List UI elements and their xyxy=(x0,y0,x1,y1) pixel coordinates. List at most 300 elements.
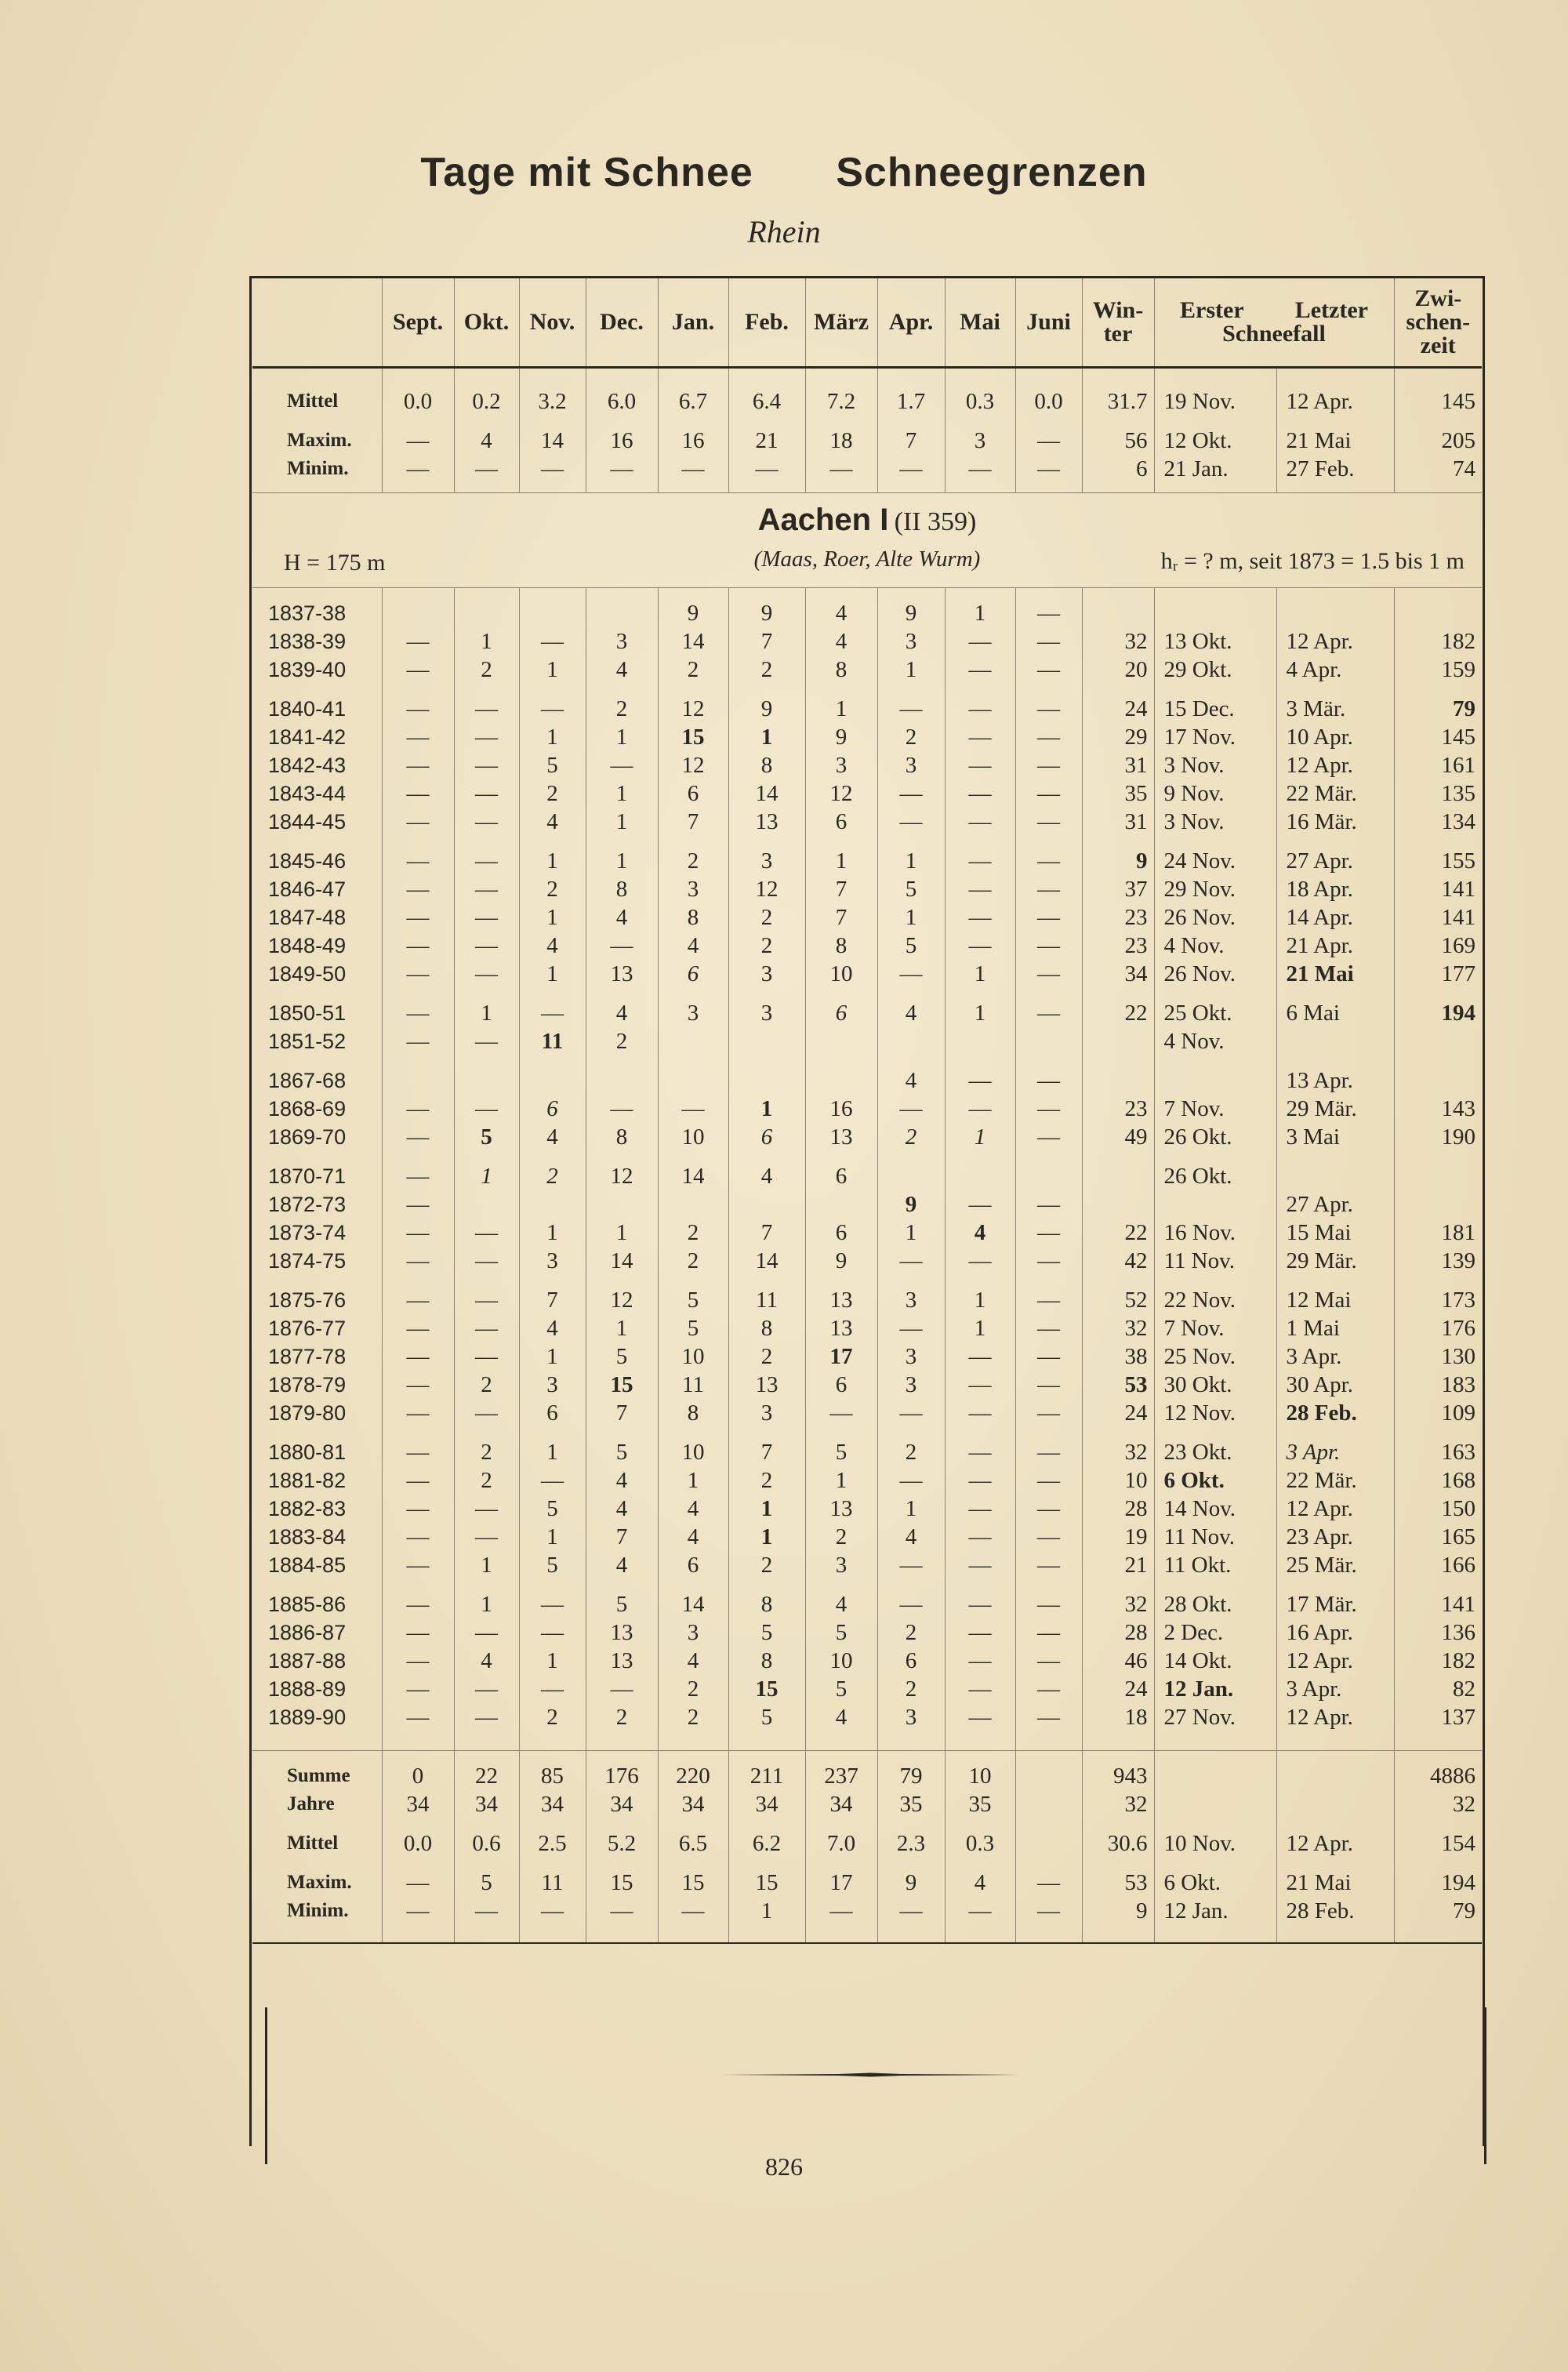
table-cell: 14 xyxy=(586,1247,658,1275)
table-cell: 181 xyxy=(1394,1219,1482,1247)
table-cell: — xyxy=(454,1897,519,1925)
table-cell: — xyxy=(519,1618,586,1647)
year-row xyxy=(252,1703,1482,1731)
table-cell: — xyxy=(877,695,945,723)
table-cell: 7 xyxy=(805,875,877,903)
spacer-row xyxy=(252,1055,1482,1066)
table-cell: 6.4 xyxy=(728,387,805,416)
table-cell: 24 xyxy=(1082,1675,1154,1703)
table-cell: 31.7 xyxy=(1082,387,1154,416)
table-cell: 1 xyxy=(519,723,586,751)
table-cell: 9 Nov. xyxy=(1154,779,1276,808)
table-cell: 5 xyxy=(877,932,945,960)
table-cell: — xyxy=(1015,455,1082,483)
table-cell: 22 Nov. xyxy=(1154,1286,1276,1314)
table-cell xyxy=(1394,1162,1482,1190)
table-cell: — xyxy=(945,808,1015,836)
table-cell: — xyxy=(877,1466,945,1495)
table-cell: — xyxy=(382,1371,454,1399)
year-row xyxy=(252,847,1482,875)
table-cell xyxy=(454,1190,519,1219)
year-row-label: 1838-39 xyxy=(268,630,347,653)
table-cell: 1 xyxy=(519,903,586,932)
table-cell: 5 xyxy=(454,1869,519,1897)
title-right: Schneegrenzen xyxy=(836,150,1148,195)
year-row-label: 1881-82 xyxy=(268,1469,347,1492)
table-cell: 0.3 xyxy=(945,1829,1015,1858)
year-row xyxy=(252,1162,1482,1190)
header-empty xyxy=(252,278,382,368)
table-cell: 3 xyxy=(728,960,805,988)
table-cell: 1 xyxy=(728,1495,805,1523)
table-cell: 22 Mär. xyxy=(1276,779,1394,808)
table-cell: 4 xyxy=(586,903,658,932)
year-row-label: 1839-40 xyxy=(268,658,347,681)
spacer-row xyxy=(252,684,1482,695)
table-cell: — xyxy=(945,1342,1015,1371)
table-cell: 1 xyxy=(586,847,658,875)
table-cell: 7 xyxy=(728,627,805,656)
year-row xyxy=(252,1466,1482,1495)
table-cell: — xyxy=(1015,1647,1082,1675)
spacer-row xyxy=(252,1818,1482,1829)
table-cell: 4 xyxy=(805,1703,877,1731)
table-cell: 5 xyxy=(586,1438,658,1466)
table-cell: — xyxy=(382,1162,454,1190)
region-summary-row-label: Minim. xyxy=(287,458,349,479)
year-row-label: 1877-78 xyxy=(268,1345,347,1368)
table-cell: 6 xyxy=(519,1399,586,1427)
table-cell: 3 Nov. xyxy=(1154,751,1276,779)
table-cell: 205 xyxy=(1394,427,1482,455)
table-cell: 2 xyxy=(519,1162,586,1190)
year-row xyxy=(252,627,1482,656)
table-cell: 4 xyxy=(877,999,945,1027)
table-cell: 7 xyxy=(586,1523,658,1551)
table-cell: 1 xyxy=(805,847,877,875)
table-cell: — xyxy=(1015,1618,1082,1647)
table-cell: — xyxy=(877,960,945,988)
year-row-label: 1845-46 xyxy=(268,849,347,873)
table-cell: — xyxy=(382,1869,454,1897)
table-cell: 9 xyxy=(877,599,945,627)
table-cell: 27 Feb. xyxy=(1276,455,1394,483)
table-cell: 21 Jan. xyxy=(1154,455,1276,483)
table-cell: — xyxy=(1015,1342,1082,1371)
spacer-row xyxy=(252,588,1482,600)
table-cell: — xyxy=(945,1647,1015,1675)
table-cell: 4 xyxy=(877,1066,945,1095)
year-row-label: 1849-50 xyxy=(268,962,347,986)
header-month: Nov. xyxy=(519,278,586,368)
table-cell xyxy=(658,1190,728,1219)
table-cell: — xyxy=(945,875,1015,903)
table-cell: 943 xyxy=(1082,1762,1154,1790)
table-cell: 13 xyxy=(805,1314,877,1342)
year-row xyxy=(252,1095,1482,1123)
table-cell: — xyxy=(519,1590,586,1618)
table-cell: — xyxy=(1015,1438,1082,1466)
table-cell: — xyxy=(1015,1897,1082,1925)
year-row-label: 1879-80 xyxy=(268,1401,347,1425)
table-cell: — xyxy=(877,1590,945,1618)
table-cell: — xyxy=(1015,932,1082,960)
table-cell: 35 xyxy=(877,1790,945,1818)
table-cell: 6 Okt. xyxy=(1154,1869,1276,1897)
table-cell: — xyxy=(1015,751,1082,779)
table-cell: — xyxy=(586,1897,658,1925)
table-cell: — xyxy=(586,932,658,960)
table-cell: 17 Nov. xyxy=(1154,723,1276,751)
table-cell: 3 xyxy=(945,427,1015,455)
year-row-label: 1869-70 xyxy=(268,1125,347,1149)
table-cell: 34 xyxy=(805,1790,877,1818)
table-cell: 82 xyxy=(1394,1675,1482,1703)
table-cell: 25 Nov. xyxy=(1154,1342,1276,1371)
table-cell: — xyxy=(454,960,519,988)
table-cell: 220 xyxy=(658,1762,728,1790)
table-cell: — xyxy=(382,999,454,1027)
table-cell: 6.7 xyxy=(658,387,728,416)
table-cell: 154 xyxy=(1394,1829,1482,1858)
table-cell: 9 xyxy=(1082,847,1154,875)
table-cell: 13 xyxy=(586,1618,658,1647)
table-cell: 8 xyxy=(586,1123,658,1151)
table-cell: 1 xyxy=(519,1342,586,1371)
table-cell: 12 Apr. xyxy=(1276,1829,1394,1858)
table-cell: 9 xyxy=(1082,1897,1154,1925)
table-cell: 7 Nov. xyxy=(1154,1314,1276,1342)
table-cell: — xyxy=(1015,1219,1082,1247)
year-row xyxy=(252,1123,1482,1151)
table-cell: 12 Apr. xyxy=(1276,387,1394,416)
table-cell: — xyxy=(1015,427,1082,455)
table-cell: 32 xyxy=(1082,1590,1154,1618)
header-month: Juni xyxy=(1015,278,1082,368)
table-cell: 11 xyxy=(519,1027,586,1055)
table-cell: 5 xyxy=(658,1286,728,1314)
spacer-row xyxy=(252,1579,1482,1590)
table-cell: — xyxy=(382,847,454,875)
table-cell: — xyxy=(1015,1399,1082,1427)
year-row-label: 1872-73 xyxy=(268,1193,347,1216)
table-cell: 211 xyxy=(728,1762,805,1790)
table-cell: 7 xyxy=(519,1286,586,1314)
table-cell: — xyxy=(945,1590,1015,1618)
table-cell: 16 Mär. xyxy=(1276,808,1394,836)
table-cell: 32 xyxy=(1082,1314,1154,1342)
year-row-label: 1887-88 xyxy=(268,1649,347,1673)
summary-row-label: Maxim. xyxy=(287,1872,352,1893)
table-cell: — xyxy=(1015,723,1082,751)
table-cell: 53 xyxy=(1082,1371,1154,1399)
year-row xyxy=(252,1286,1482,1314)
table-cell: 141 xyxy=(1394,903,1482,932)
table-cell xyxy=(877,1162,945,1190)
table-cell: 168 xyxy=(1394,1466,1482,1495)
table-cell xyxy=(454,599,519,627)
table-cell: 52 xyxy=(1082,1286,1154,1314)
table-cell: 32 xyxy=(1082,1438,1154,1466)
table-cell: 35 xyxy=(1082,779,1154,808)
station-gauge-height: hᵣ = ? m, seit 1873 = 1.5 bis 1 m xyxy=(1160,548,1465,574)
table-cell: — xyxy=(1015,1675,1082,1703)
table-cell: 15 xyxy=(658,723,728,751)
table-cell: 2 xyxy=(586,1703,658,1731)
table-cell: — xyxy=(1015,1703,1082,1731)
table-cell: 7 xyxy=(728,1438,805,1466)
table-cell xyxy=(586,599,658,627)
year-row-label: 1885-86 xyxy=(268,1593,347,1616)
table-cell: 137 xyxy=(1394,1703,1482,1731)
table-cell: — xyxy=(382,1286,454,1314)
table-cell: — xyxy=(454,875,519,903)
table-cell: 2 xyxy=(877,1438,945,1466)
table-cell: 2 xyxy=(877,1123,945,1151)
table-cell xyxy=(805,1066,877,1095)
summary-row-label: Jahre xyxy=(287,1793,335,1814)
table-cell: — xyxy=(454,455,519,483)
table-cell: — xyxy=(586,1675,658,1703)
table-cell: 0.3 xyxy=(945,387,1015,416)
table-cell: 4 xyxy=(658,1647,728,1675)
table-cell: 3 xyxy=(519,1371,586,1399)
table-cell: 16 Apr. xyxy=(1276,1618,1394,1647)
table-cell: 134 xyxy=(1394,808,1482,836)
table-cell: 13 xyxy=(728,808,805,836)
spacer-row xyxy=(252,416,1482,427)
table-cell: 11 Nov. xyxy=(1154,1247,1276,1275)
table-cell: 3 Mai xyxy=(1276,1123,1394,1151)
table-cell: 166 xyxy=(1394,1551,1482,1579)
table-cell: — xyxy=(454,1219,519,1247)
table-cell: 42 xyxy=(1082,1247,1154,1275)
table-cell: 5 xyxy=(805,1438,877,1466)
table-cell: 30 Apr. xyxy=(1276,1371,1394,1399)
table-cell: 79 xyxy=(1394,1897,1482,1925)
table-cell: — xyxy=(586,751,658,779)
table-cell: 7.0 xyxy=(805,1829,877,1858)
table-cell: 4 xyxy=(519,1314,586,1342)
table-cell: 4 xyxy=(454,427,519,455)
table-cell: 9 xyxy=(877,1190,945,1219)
table-cell: 19 xyxy=(1082,1523,1154,1551)
table-cell xyxy=(1015,1790,1082,1818)
table-cell: — xyxy=(454,1286,519,1314)
table-cell: 2 xyxy=(658,1219,728,1247)
table-cell: — xyxy=(382,1897,454,1925)
table-cell: 34 xyxy=(586,1790,658,1818)
table-cell: 23 Okt. xyxy=(1154,1438,1276,1466)
table-cell: 30 Okt. xyxy=(1154,1371,1276,1399)
table-cell: — xyxy=(945,1371,1015,1399)
year-row xyxy=(252,599,1482,627)
table-cell: 2 xyxy=(877,1618,945,1647)
table-cell: 109 xyxy=(1394,1399,1482,1427)
table-cell: — xyxy=(805,1897,877,1925)
header-month: Feb. xyxy=(728,278,805,368)
table-cell: — xyxy=(519,999,586,1027)
table-cell: 3 xyxy=(728,999,805,1027)
table-cell: 8 xyxy=(658,1399,728,1427)
divider-ornament xyxy=(721,2072,1019,2077)
table-cell: 4 xyxy=(586,999,658,1027)
table-cell: — xyxy=(1015,695,1082,723)
table-cell: 29 Mär. xyxy=(1276,1095,1394,1123)
station-block xyxy=(252,493,1482,588)
table-cell: 29 Mär. xyxy=(1276,1247,1394,1275)
table-cell: — xyxy=(382,1399,454,1427)
table-cell: 145 xyxy=(1394,723,1482,751)
table-cell: 2 xyxy=(658,1247,728,1275)
table-cell: — xyxy=(945,1438,1015,1466)
table-cell: 24 xyxy=(1082,695,1154,723)
table-cell: 18 xyxy=(805,427,877,455)
table-cell: 3 xyxy=(658,1618,728,1647)
table-cell: 165 xyxy=(1394,1523,1482,1551)
table-cell: 11 Okt. xyxy=(1154,1551,1276,1579)
table-cell: 28 Feb. xyxy=(1276,1399,1394,1427)
table-cell: — xyxy=(382,1095,454,1123)
year-row-label: 1886-87 xyxy=(268,1621,347,1644)
table-cell: 4 xyxy=(945,1219,1015,1247)
table-cell: 25 Mär. xyxy=(1276,1551,1394,1579)
table-cell: 28 xyxy=(1082,1618,1154,1647)
year-row-label: 1843-44 xyxy=(268,782,347,805)
table-cell: 12 Okt. xyxy=(1154,427,1276,455)
table-cell: — xyxy=(454,1703,519,1731)
table-cell: — xyxy=(1015,1371,1082,1399)
table-cell: 12 xyxy=(586,1162,658,1190)
table-cell: 4 Apr. xyxy=(1276,656,1394,684)
table-cell: 0.0 xyxy=(382,387,454,416)
table-cell: — xyxy=(1015,1190,1082,1219)
table-cell: 3 xyxy=(728,847,805,875)
table-cell: 23 xyxy=(1082,932,1154,960)
table-cell: — xyxy=(382,751,454,779)
table-cell: — xyxy=(454,1247,519,1275)
spacer-row xyxy=(252,1151,1482,1162)
table-cell: 5 xyxy=(728,1618,805,1647)
table-cell: 34 xyxy=(658,1790,728,1818)
summary-row xyxy=(252,1790,1482,1818)
table-cell: 2 xyxy=(454,1438,519,1466)
table-cell: — xyxy=(382,627,454,656)
table-cell: — xyxy=(382,427,454,455)
table-cell xyxy=(1276,1162,1394,1190)
table-cell: — xyxy=(1015,779,1082,808)
table-cell: — xyxy=(1015,1551,1082,1579)
table-cell: 79 xyxy=(877,1762,945,1790)
table-cell: 2 xyxy=(454,656,519,684)
table-cell: 190 xyxy=(1394,1123,1482,1151)
table-cell xyxy=(1082,1190,1154,1219)
table-cell: 5 xyxy=(519,1495,586,1523)
header-month: Sept. xyxy=(382,278,454,368)
year-row-label: 1840-41 xyxy=(268,697,347,721)
table-cell: — xyxy=(586,1095,658,1123)
table-cell: — xyxy=(877,1399,945,1427)
table-cell: — xyxy=(945,627,1015,656)
table-cell: 26 Okt. xyxy=(1154,1123,1276,1151)
table-cell xyxy=(1015,1027,1082,1055)
table-cell: 3 xyxy=(728,1399,805,1427)
table-cell: 11 xyxy=(658,1371,728,1399)
summary-row-label: Summe xyxy=(287,1765,350,1786)
table-cell: 3 xyxy=(805,751,877,779)
year-row xyxy=(252,999,1482,1027)
table-cell: 5 xyxy=(658,1314,728,1342)
table-cell: 3 xyxy=(877,751,945,779)
header-schneefall xyxy=(1154,278,1394,368)
table-cell: 2 xyxy=(728,656,805,684)
table-cell: 2.3 xyxy=(877,1829,945,1858)
region-summary-row-label: Mittel xyxy=(287,390,339,412)
table-cell: 4 xyxy=(586,1551,658,1579)
table-cell: — xyxy=(877,808,945,836)
table-cell: 2.5 xyxy=(519,1829,586,1858)
table-cell: 1 xyxy=(454,627,519,656)
table-cell: — xyxy=(1015,1247,1082,1275)
table-cell: — xyxy=(1015,875,1082,903)
table-cell: — xyxy=(1015,1590,1082,1618)
table-cell: 21 Mai xyxy=(1276,427,1394,455)
table-cell: 155 xyxy=(1394,847,1482,875)
table-cell: 14 Nov. xyxy=(1154,1495,1276,1523)
table-cell: 9 xyxy=(805,723,877,751)
year-row-label: 1850-51 xyxy=(268,1001,347,1025)
table-cell: 14 xyxy=(658,1162,728,1190)
table-cell: 4 xyxy=(519,808,586,836)
table-cell: 12 Apr. xyxy=(1276,751,1394,779)
title-left: Tage mit Schnee xyxy=(420,150,753,195)
table-cell xyxy=(1015,1162,1082,1190)
table-cell: 7.2 xyxy=(805,387,877,416)
table-cell xyxy=(1082,1162,1154,1190)
year-row-label: 1847-48 xyxy=(268,906,347,929)
table-cell: — xyxy=(382,808,454,836)
table-cell: 3 xyxy=(877,1286,945,1314)
table-cell: 1 xyxy=(728,1523,805,1551)
table-cell: 23 Apr. xyxy=(1276,1523,1394,1551)
table-cell: 27 Apr. xyxy=(1276,847,1394,875)
table-cell: 1 xyxy=(805,1466,877,1495)
table-cell: 6 xyxy=(805,999,877,1027)
year-row xyxy=(252,1066,1482,1095)
year-row-label: 1882-83 xyxy=(268,1497,347,1520)
summary-row xyxy=(252,1829,1482,1858)
table-cell: 1 xyxy=(877,1219,945,1247)
table-cell: 17 xyxy=(805,1869,877,1897)
table-cell: — xyxy=(454,808,519,836)
header-erster: Erster xyxy=(1180,297,1244,323)
table-cell: 6 xyxy=(519,1095,586,1123)
year-row xyxy=(252,1618,1482,1647)
table-cell: 4 xyxy=(658,932,728,960)
table-cell xyxy=(1394,1190,1482,1219)
table-cell: 24 xyxy=(1082,1399,1154,1427)
table-cell: 5 xyxy=(519,751,586,779)
table-cell: 6.0 xyxy=(586,387,658,416)
table-cell: 0.2 xyxy=(454,387,519,416)
table-cell: 6 xyxy=(658,960,728,988)
table-cell: 10 xyxy=(658,1438,728,1466)
table-cell: — xyxy=(945,751,1015,779)
table-cell: — xyxy=(382,1123,454,1151)
table-cell: 1 xyxy=(454,1551,519,1579)
region-summary-row-label: Maxim. xyxy=(287,430,352,451)
table-cell: 182 xyxy=(1394,1647,1482,1675)
